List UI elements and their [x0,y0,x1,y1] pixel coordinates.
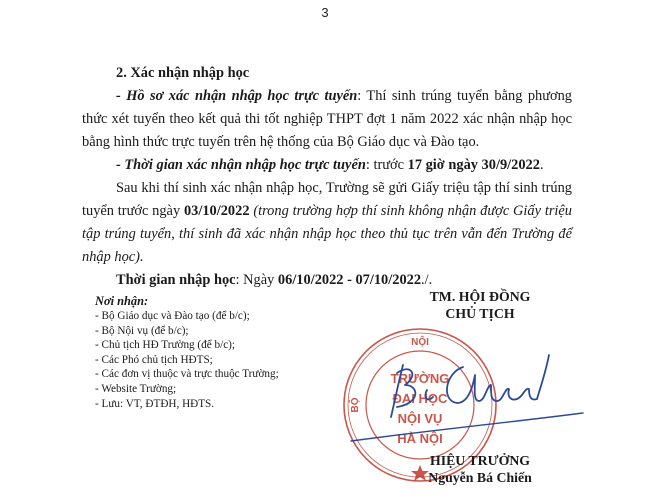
punctuation: . [539,157,544,173]
recipient-item: - Chủ tịch HĐ Trường (để b/c); [95,338,365,353]
notice-text: Sau khi thí sinh xác nhận nhập học, Trường sẽ gửi Giấy triệu tập thí sinh trúng tuyển trước ngày [82,180,572,219]
notice-date: 03/10/2022 [183,203,250,219]
stamp-line: TRƯỜNG [390,371,450,386]
recipient-item: - Các đơn vị thuộc và trực thuộc Trường; [95,367,365,382]
recipient-item: - Bộ Giáo dục và Đào tạo (để b/c); [95,309,365,324]
recipients-block [95,294,365,411]
notice-paragraph [82,177,572,269]
item-online-profile-label: - Hồ sơ xác nhận nhập học trực tuyến [116,88,358,104]
recipient-item: - Lưu: VT, ĐTĐH, HĐTS. [95,397,365,412]
item-online-profile [82,85,572,154]
enrollment-text: : Ngày [235,272,278,288]
enrollment-label: Thời gian nhập học [116,272,236,288]
item-online-deadline-text: : trước [365,157,408,173]
signer-position: HIỆU TRƯỞNG [429,453,531,468]
item-online-profile-text: : Thí sinh trúng tuyển bằng phương thức xét tuyển theo kết quả thi tốt nghiệp THPT đợt 1 năm 2022 xác nhận nhập học bằng hình thức trực tuyến trên hệ thống của Bộ Giáo dục và Đào tạo. [82,88,573,150]
deadline-value: 17 giờ ngày 30/9/2022 [407,157,540,173]
enrollment-end: ./. [421,272,433,288]
signature-header [380,288,580,322]
signature-line1: TM. HỘI ĐỒNG [429,289,531,304]
stamp-line: NỘI VỤ [397,411,443,426]
signer-name: Nguyễn Bá Chiến [428,470,532,485]
item-online-deadline [82,154,572,177]
enrollment-dates: 06/10/2022 - 07/10/2022 [277,272,422,288]
signature-footer [380,452,580,486]
section-heading: 2. Xác nhận nhập học [116,65,250,81]
handwritten-signature-icon [345,345,585,445]
item-online-deadline-label: - Thời gian xác nhận nhập học trực tuyến [116,157,366,173]
notice-italic-note: (trong trường hợp thí sinh không nhận được Giấy triệu tập trúng tuyển, thí sinh đã xác nhận nhập học theo thủ tục trên vẫn đến Trường để nhập học). [82,203,572,265]
stamp-line: ĐẠI HỌC [392,391,448,406]
page-number: 3 [321,5,329,20]
recipients-list [95,309,365,411]
recipients-title: Nơi nhận: [95,294,149,308]
document-body [82,62,572,292]
recipient-item: - Bộ Nội vụ (để b/c); [95,324,365,339]
recipient-item: - Các Phó chủ tịch HĐTS; [95,353,365,368]
recipient-item: - Website Trường; [95,382,365,397]
stamp-line: HÀ NỘI [397,431,443,446]
stamp-outer-top: NỘI [411,337,429,348]
signature-line2: CHỦ TỊCH [445,306,515,321]
stamp-outer-left: BỘ [350,397,361,413]
